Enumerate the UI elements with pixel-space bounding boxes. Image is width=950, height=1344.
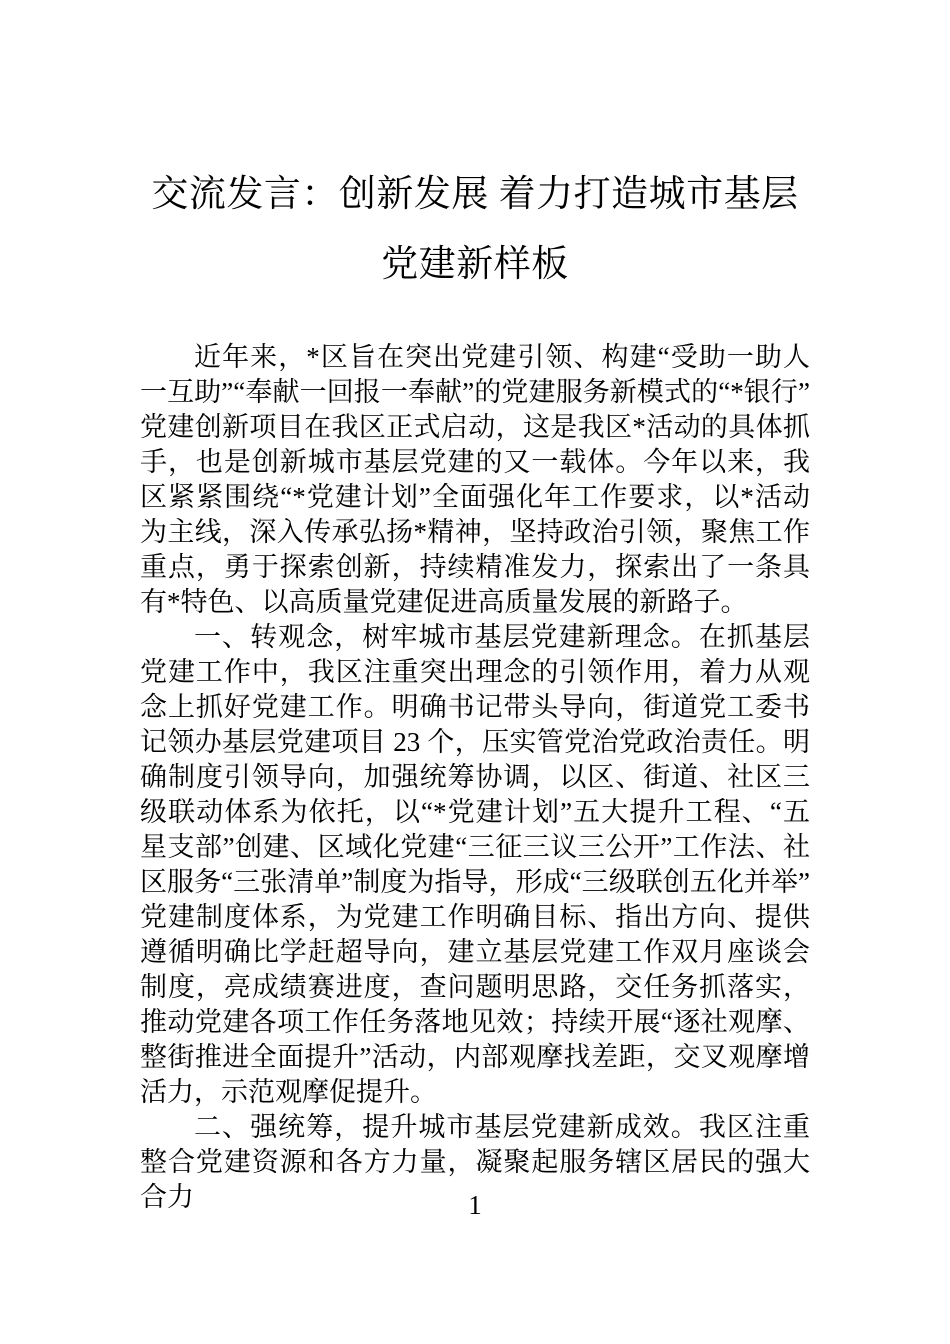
document-title: 交流发言：创新发展 着力打造城市基层党建新样板 bbox=[151, 174, 799, 285]
paragraph-intro: 近年来，*区旨在突出党建引领、构建“受助一助人一互助”“奉献一回报一奉献”的党建服务新模式的“*银行”党建创新项目在我区正式启动，这是我区*活动的具体抓手，也是创新城市基层党建的又一载体。今年以来，我区紧紧围绕“*党建计划”全面强化年工作要求，以*活动为主线，深入传承弘扬*精神，坚持政治引领，聚焦工作重点，勇于探索创新，持续精准发力，探索出了一条具有*特色、以高质量党建促进高质量发展的新路子。 bbox=[140, 342, 810, 617]
document-body bbox=[140, 340, 810, 1215]
page-number: 1 bbox=[468, 1190, 482, 1220]
paragraph-section-2: 二、强统筹，提升城市基层党建新成效。我区注重整合党建资源和各方力量，凝聚起服务辖区居民的强大合力 bbox=[140, 1112, 810, 1212]
paragraph-section-1: 一、转观念，树牢城市基层党建新理念。在抓基层党建工作中，我区注重突出理念的引领作用，着力从观念上抓好党建工作。明确书记带头导向，街道党工委书记领办基层党建项目 23 个，压实管党治党政治责任。明确制度引领导向，加强统筹协调，以区、街道、社区三级联动体系为依托，以“*党建计划”五大提升工程、“五星支部”创建、区域化党建“三征三议三公开”工作法、社区服务“三张清单”制度为指导，形成“三级联创五化并举”党建制度体系，为党建工作明确目标、指出方向、提供遵循明确比学赶超导向，建立基层党建工作双月座谈会制度，亮成绩赛进度，查问题明思路，交任务抓落实，推动党建各项工作任务落地见效；持续开展“逐社观摩、整街推进全面提升”活动，内部观摩找差距，交叉观摩增活力，示范观摩促提升。 bbox=[140, 622, 810, 1107]
